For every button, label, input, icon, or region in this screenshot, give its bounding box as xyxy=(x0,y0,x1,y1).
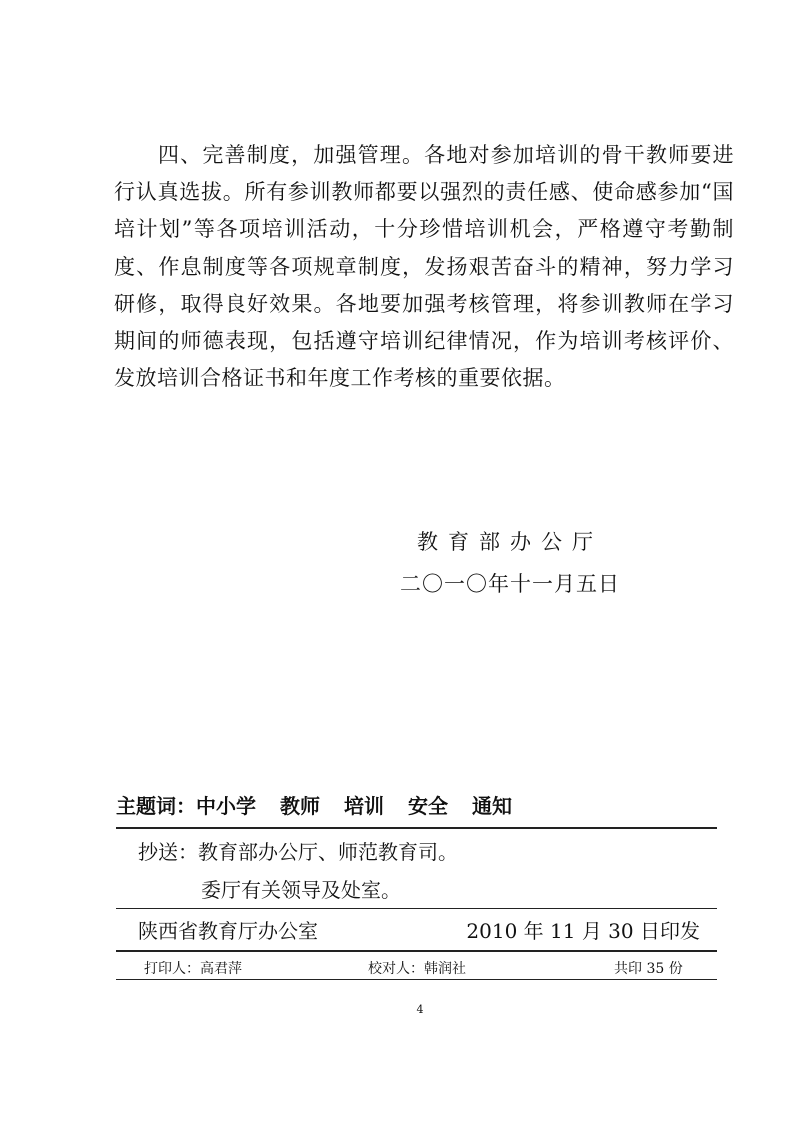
signature-date: 二〇一〇年十一月五日 xyxy=(400,572,620,596)
issuer: 陕西省教育厅办公室 xyxy=(138,919,318,943)
keyword-item: 教师 xyxy=(280,794,320,818)
keyword-item: 安全 xyxy=(408,794,448,818)
subject-keywords xyxy=(116,790,512,819)
keyword-item: 通知 xyxy=(472,794,512,818)
keyword-item: 培训 xyxy=(344,794,384,818)
keyword-item: 中小学 xyxy=(196,794,256,818)
body-paragraph: 四、完善制度，加强管理。各地对参加培训的骨干教师要进行认真选拔。所有参训教师都要以强烈的责任感、使命感参加“国培计划”等各项培训活动，十分珍惜培训机会，严格遵守考勤制度、作息制度等各项规章制度，发扬艰苦奋斗的精神，努力学习研修，取得良好效果。各地要加强考核管理，将参训教师在学习期间的师德表现，包括遵守培训纪律情况，作为培训考核评价、发放培训合格证书和年度工作考核的重要依据。 xyxy=(114,143,734,391)
divider-top xyxy=(116,827,717,829)
cc-line-1 xyxy=(138,836,458,865)
checker-info: 校对人：韩润社 xyxy=(368,961,466,977)
divider-middle xyxy=(116,908,717,909)
signature-org: 教育部办公厅 xyxy=(417,530,603,554)
divider-lower xyxy=(116,950,717,952)
cc-label: 抄送： xyxy=(138,840,198,864)
printer-info: 打印人：高君萍 xyxy=(144,961,242,977)
cc-recipients-2: 委厅有关领导及处室。 xyxy=(201,878,401,902)
divider-bottom xyxy=(116,979,717,980)
cc-recipients-1: 教育部办公厅、师范教育司。 xyxy=(198,840,458,864)
keywords-label: 主题词： xyxy=(116,794,196,818)
page-number: 4 xyxy=(416,1003,424,1016)
issue-date: 2010 年 11 月 30 日印发 xyxy=(466,919,700,943)
copies-info: 共印 35 份 xyxy=(614,961,683,977)
